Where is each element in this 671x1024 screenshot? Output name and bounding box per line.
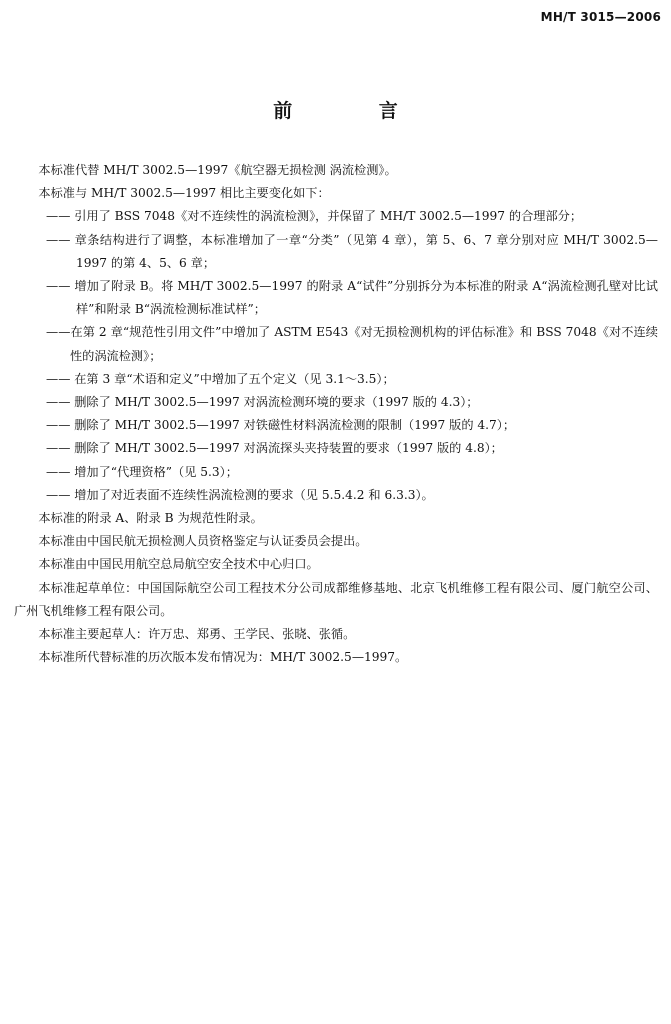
paragraph-replaces: 本标准代替 MH/T 3002.5—1997《航空器无损检测 涡流检测》。 — [38, 163, 397, 177]
change-item-1: —— 引用了 BSS 7048《对不连续性的涡流检测》，并保留了 MH/T 3002.5—1997 的合理部分； — [46, 209, 583, 224]
change-item-3: —— 增加了附录 B。将 MH/T 3002.5—1997 的附录 A“试件”分别拆分为本标准的附录 A“涡流检测孔壁对比试样”和附录 B“涡流检测标准试样”； — [46, 279, 658, 317]
change-item-4: ——在第 2 章“规范性引用文件”中增加了 ASTM E543《对无损检测机构的评估标准》和 BSS 7048《对不连续性的涡流检测》； — [46, 325, 658, 363]
change-item-5: —— 在第 3 章“术语和定义”中增加了五个定义（见 3.1～3.5）； — [46, 371, 395, 386]
change-item-8: —— 删除了 MH/T 3002.5—1997 对涡流探头夹持装置的要求（1997 版的 4.8）； — [46, 441, 503, 456]
change-item-7: —— 删除了 MH/T 3002.5—1997 对铁磁性材料涡流检测的限制（1997 版的 4.7）； — [46, 418, 516, 433]
paragraph-drafting-units: 本标准起草单位：中国国际航空公司工程技术分公司成都维修基地、北京飞机维修工程有限公司、厦门航空公司、广州飞机维修工程有限公司。 — [14, 580, 658, 618]
page-title: 前 言 — [273, 100, 438, 122]
paragraph-centralized: 本标准由中国民用航空总局航空安全技术中心归口。 — [38, 557, 319, 572]
paragraph-appendix: 本标准的附录 A、附录 B 为规范性附录。 — [38, 511, 263, 526]
change-item-9: —— 增加了“代理资格”（见 5.3）； — [46, 464, 238, 479]
document-body — [14, 159, 658, 669]
paragraph-proposer: 本标准由中国民航无损检测人员资格鉴定与认证委员会提出。 — [38, 534, 368, 549]
change-item-6: —— 删除了 MH/T 3002.5—1997 对涡流检测环境的要求（1997 版的 4.3）； — [46, 395, 479, 410]
paragraph-drafters: 本标准主要起草人：许万忠、郑勇、王学民、张晓、张循。 — [38, 627, 356, 642]
paragraph-changes-intro: 本标准与 MH/T 3002.5—1997 相比主要变化如下： — [38, 186, 330, 201]
standard-code: MH/T 3015—2006 — [540, 10, 661, 24]
change-item-2: —— 章条结构进行了调整，本标准增加了一章“分类”（见第 4 章），第 5、6、7 章分别对应 MH/T 3002.5—1997 的第 4、5、6 章； — [46, 232, 658, 270]
change-item-10: —— 增加了对近表面不连续性涡流检测的要求（见 5.5.4.2 和 6.3.3）。 — [46, 487, 434, 502]
paragraph-history: 本标准所代替标准的历次版本发布情况为：MH/T 3002.5—1997。 — [38, 650, 408, 665]
